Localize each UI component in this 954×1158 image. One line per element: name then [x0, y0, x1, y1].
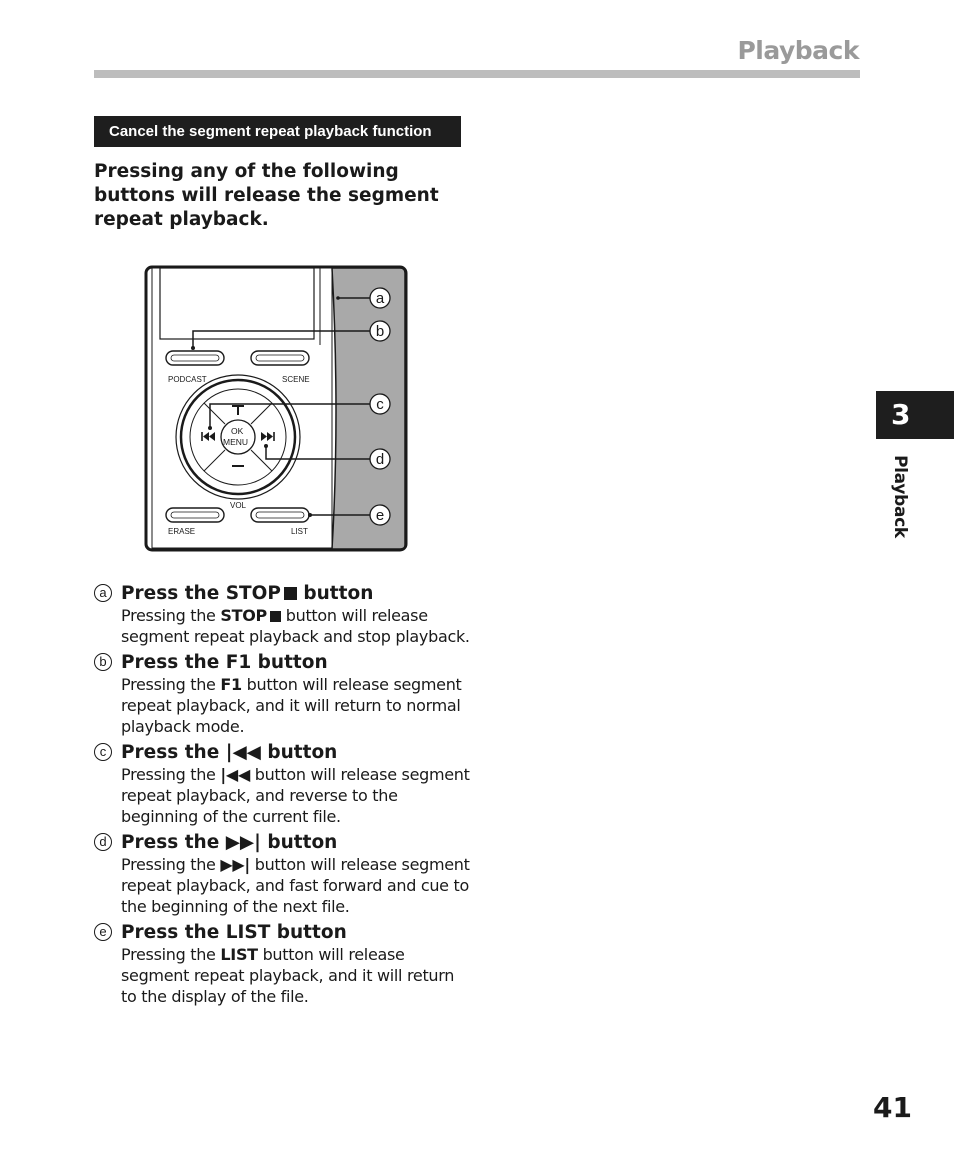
item-letter: c: [94, 743, 112, 761]
item-heading-text: button: [251, 652, 328, 673]
stop-square-icon: [284, 587, 297, 600]
item-body-keyword: STOP: [220, 606, 267, 625]
ok-label: OK: [231, 426, 244, 436]
item-heading-text: button: [260, 742, 338, 763]
podcast-button: [166, 351, 224, 365]
chapter-tab: 3: [876, 391, 954, 439]
item-body-keyword: LIST: [220, 945, 258, 964]
item-heading: [121, 651, 474, 674]
item-body-text: button will release segment repeat playback, and it will return to normal playback mode.: [121, 675, 462, 736]
callout-d-letter: d: [375, 451, 385, 468]
podcast-label: PODCAST: [168, 375, 207, 384]
list-item: [94, 831, 474, 917]
list-item: [94, 741, 474, 827]
list-item: [94, 582, 474, 647]
section-heading: Cancel the segment repeat playback function: [94, 116, 461, 147]
page-header-title: Playback: [737, 36, 859, 65]
item-letter: e: [94, 923, 112, 941]
lead-paragraph: Pressing any of the following buttons will release the segment repeat playback.: [94, 161, 439, 230]
item-heading: [121, 831, 474, 854]
recorder-diagram: [144, 265, 408, 553]
list-label: LIST: [291, 527, 308, 536]
item-heading-keyword: LIST: [225, 922, 271, 943]
item-description: [121, 854, 474, 917]
item-heading-text: Press the: [121, 922, 226, 943]
list-item: [94, 651, 474, 737]
item-description: [121, 764, 474, 827]
list-button: [251, 508, 309, 522]
item-heading-text: button: [296, 583, 374, 604]
callout-e-letter: e: [375, 507, 385, 524]
callout-a-letter: a: [375, 290, 385, 307]
item-description: [121, 944, 474, 1007]
item-heading-keyword: STOP: [225, 583, 281, 604]
scene-label: SCENE: [282, 375, 310, 384]
item-body-text: button will release segment repeat playback, and fast forward and cue to the beginning of the next file.: [121, 855, 470, 916]
item-body-text: Pressing the: [121, 945, 221, 964]
rewind-icon: |◀◀: [220, 765, 250, 784]
item-heading: [121, 582, 474, 605]
item-body-text: Pressing the: [121, 606, 221, 625]
item-body-text: button will release segment repeat playback, and reverse to the beginning of the current file.: [121, 765, 470, 826]
button-list: [94, 582, 474, 1007]
item-heading-keyword: F1: [225, 652, 252, 673]
item-heading-text: Press the: [121, 832, 226, 853]
vol-label: VOL: [230, 501, 247, 510]
chapter-side-label: Playback: [890, 455, 910, 538]
erase-label: ERASE: [168, 527, 196, 536]
item-body-text: button will release segment repeat playback, and it will return to the display of the file.: [121, 945, 455, 1006]
item-description: [121, 605, 474, 647]
item-body-text: Pressing the: [121, 765, 221, 784]
display-screen: [160, 268, 314, 339]
callout-b-letter: b: [375, 323, 385, 340]
item-heading-text: Press the: [121, 652, 226, 673]
item-heading: [121, 921, 474, 944]
item-heading-text: Press the: [121, 583, 226, 604]
stop-square-icon: [270, 611, 281, 622]
rewind-icon: |◀◀: [225, 742, 261, 763]
scene-button: [251, 351, 309, 365]
item-heading-text: button: [270, 922, 347, 943]
item-body-text: button will release segment repeat playback and stop playback.: [121, 606, 470, 646]
item-description: [121, 674, 474, 737]
item-body-keyword: F1: [220, 675, 242, 694]
header-rule: [94, 70, 860, 78]
item-letter: a: [94, 584, 112, 602]
item-body-text: Pressing the: [121, 855, 221, 874]
menu-label: MENU: [223, 437, 249, 447]
erase-button: [166, 508, 224, 522]
callout-c-letter: c: [376, 396, 384, 413]
fast-forward-icon: ▶▶|: [225, 832, 261, 853]
item-letter: d: [94, 833, 112, 851]
fast-forward-icon: ▶▶|: [220, 855, 250, 874]
item-body-text: Pressing the: [121, 675, 221, 694]
list-item: [94, 921, 474, 1007]
item-heading-text: button: [260, 832, 338, 853]
item-heading-text: Press the: [121, 742, 226, 763]
item-heading: [121, 741, 474, 764]
item-letter: b: [94, 653, 112, 671]
page-number: 41: [873, 1091, 912, 1124]
